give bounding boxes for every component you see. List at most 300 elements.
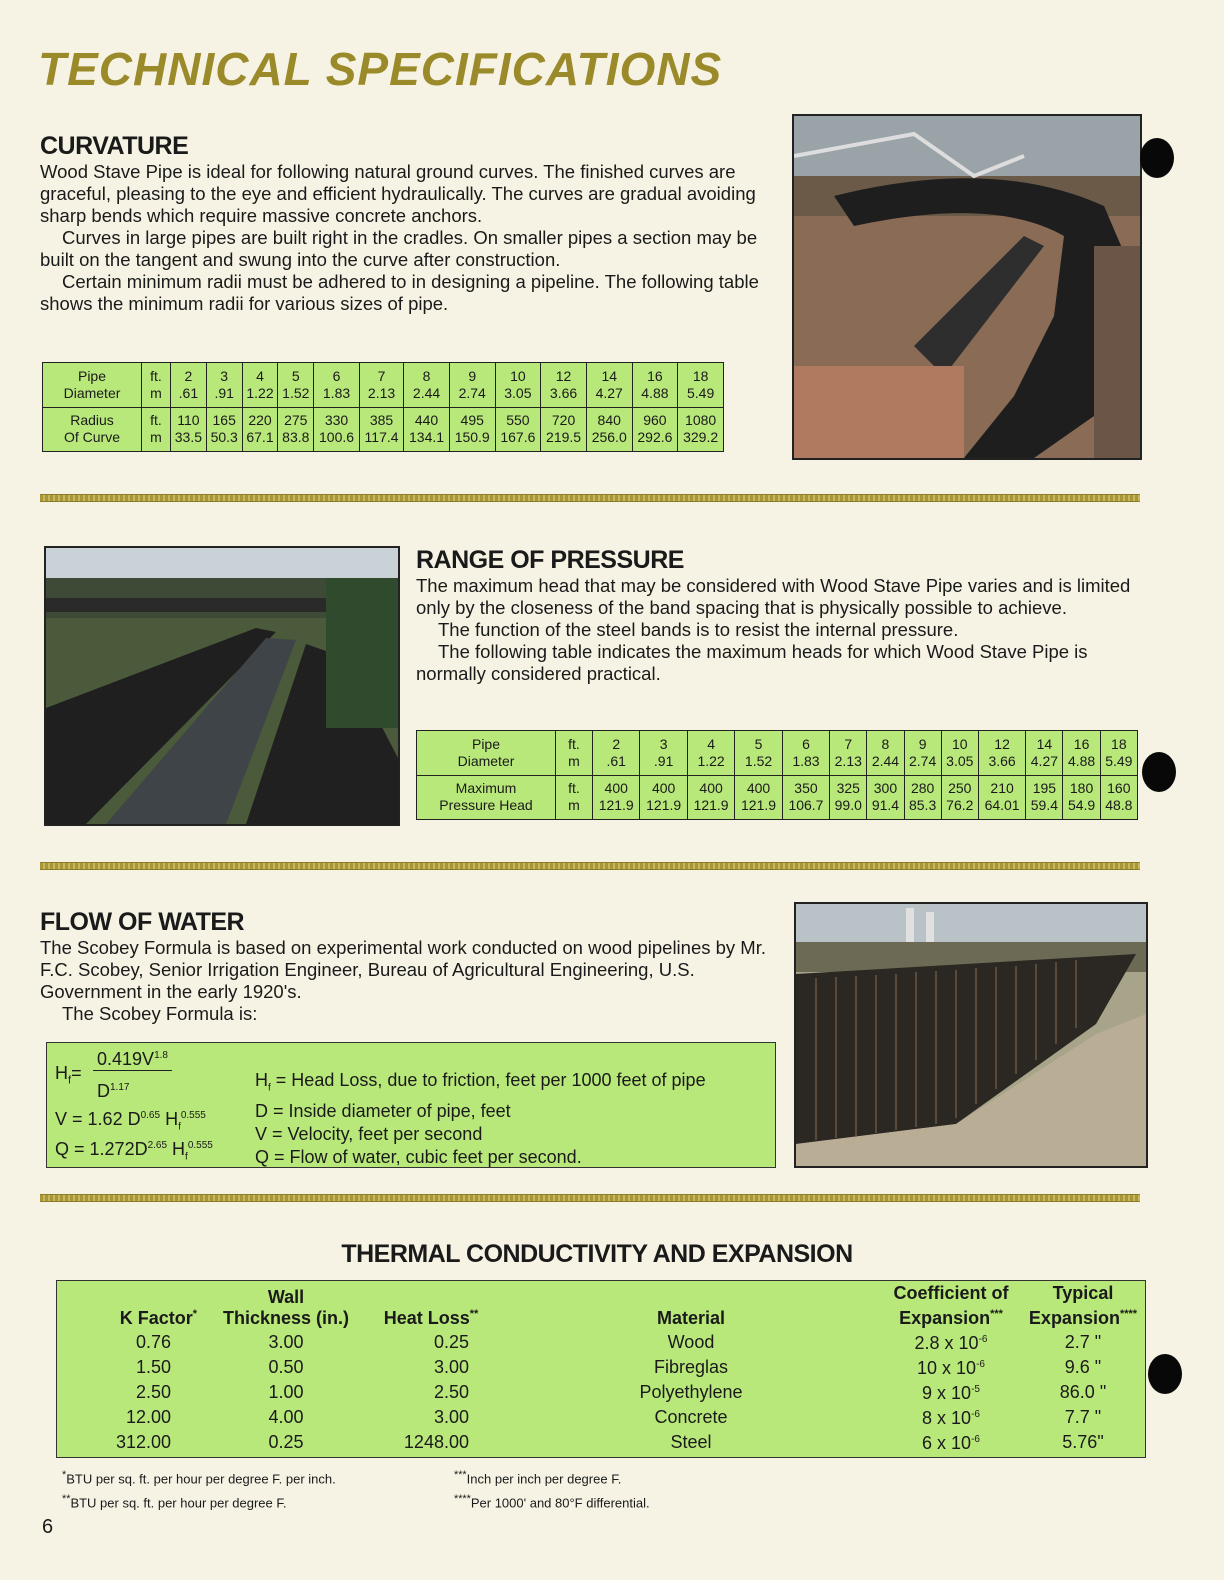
table-cell bbox=[678, 363, 724, 408]
legend-subscript: f bbox=[268, 1082, 271, 1094]
curvature-paragraph-2: Curves in large pipes are built right in the cradles. On smaller pipes a section may be built on the tangent and swung into the curve after construction. bbox=[40, 227, 758, 270]
value-m: 76.2 bbox=[946, 797, 974, 814]
value-m: 4.27 bbox=[595, 384, 623, 401]
value-m: 2.13 bbox=[834, 752, 862, 769]
cell-heat: 0.25 bbox=[433, 1331, 469, 1352]
pressure-heading: RANGE OF PRESSURE bbox=[416, 546, 684, 574]
thermal-row bbox=[57, 1429, 1145, 1454]
value-m: 4.27 bbox=[1030, 752, 1059, 769]
value-m: .61 bbox=[178, 384, 199, 401]
header-text: Expansion bbox=[899, 1308, 991, 1328]
value-ft: 165 bbox=[212, 412, 236, 429]
value-m: 33.5 bbox=[174, 429, 203, 446]
section-divider bbox=[40, 494, 1140, 502]
cell-coef bbox=[881, 1404, 1021, 1429]
value-m: 64.01 bbox=[984, 797, 1020, 814]
legend-text: = Inside diameter of pipe, feet bbox=[273, 1100, 511, 1121]
value-ft: 10 bbox=[952, 735, 968, 752]
flow-section bbox=[40, 908, 770, 1025]
header-text: Expansion bbox=[1028, 1308, 1120, 1328]
value-m: 5.49 bbox=[686, 384, 715, 401]
banded-pipe-photo bbox=[794, 902, 1148, 1168]
value-ft: 10 bbox=[510, 367, 526, 384]
unit-cell bbox=[142, 407, 171, 452]
table-cell bbox=[449, 363, 495, 408]
footnote bbox=[62, 1489, 336, 1513]
value-ft: 350 bbox=[794, 780, 818, 797]
value-ft: 7 bbox=[844, 735, 853, 752]
table-cell bbox=[735, 731, 782, 776]
table-cell bbox=[242, 363, 278, 408]
curved-pipeline-photo bbox=[792, 114, 1142, 460]
footnote-mark: * bbox=[62, 1469, 67, 1481]
value-ft: 4 bbox=[707, 735, 715, 752]
value-m: 4.88 bbox=[1067, 752, 1096, 769]
exponent: 0.555 bbox=[180, 1110, 206, 1121]
thermal-table bbox=[57, 1281, 1145, 1454]
pressure-paragraph-1: The maximum head that may be considered with Wood Stave Pipe varies and is limited only by the closeness of the band spacing that is physically possible to achieve. bbox=[416, 575, 1131, 618]
value-m: 121.9 bbox=[598, 797, 634, 814]
table-cell bbox=[904, 775, 941, 820]
q-coef: 1.272D bbox=[89, 1139, 148, 1159]
value-ft: 4 bbox=[256, 367, 264, 384]
header-text: Material bbox=[656, 1308, 726, 1328]
cell-coef bbox=[881, 1379, 1021, 1404]
table-cell bbox=[1063, 775, 1100, 820]
page-number: 6 bbox=[42, 1516, 54, 1538]
unit-cell bbox=[142, 363, 171, 408]
exponent: 0.65 bbox=[140, 1110, 161, 1121]
exponent: 0.555 bbox=[187, 1140, 213, 1151]
header-text: Heat Loss bbox=[383, 1308, 470, 1328]
cell-heat: 3.00 bbox=[433, 1356, 469, 1377]
label-line: Diameter bbox=[63, 384, 121, 401]
curvature-table bbox=[42, 362, 724, 452]
value-ft: 440 bbox=[414, 412, 439, 429]
pressure-section bbox=[416, 546, 1146, 685]
binder-hole bbox=[1148, 1354, 1182, 1394]
flow-heading: FLOW OF WATER bbox=[40, 908, 245, 936]
value-m: 48.8 bbox=[1105, 797, 1133, 814]
table-cell bbox=[1063, 731, 1100, 776]
curvature-radius-row bbox=[43, 407, 724, 452]
value-ft: 18 bbox=[1111, 735, 1127, 752]
value-m: 67.1 bbox=[246, 429, 274, 446]
value-ft: 9 bbox=[918, 735, 927, 752]
unit-m: m bbox=[150, 429, 162, 446]
legend-text: = Velocity, feet per second bbox=[272, 1123, 483, 1144]
footnote-mark: ** bbox=[469, 1308, 479, 1320]
value-ft: 400 bbox=[604, 780, 628, 797]
legend-item bbox=[255, 1100, 770, 1123]
header-heat-loss bbox=[361, 1281, 501, 1329]
footnote-mark: *** bbox=[990, 1308, 1003, 1320]
banded-pipe-image bbox=[796, 904, 1146, 1166]
value-m: 59.4 bbox=[1030, 797, 1059, 814]
value-ft: 300 bbox=[873, 780, 898, 797]
table-cell bbox=[242, 407, 278, 452]
value-ft: 5 bbox=[291, 367, 300, 384]
cell-coef bbox=[881, 1329, 1021, 1354]
table-cell bbox=[941, 775, 978, 820]
coef-exponent: -6 bbox=[971, 1409, 980, 1420]
formula-flow bbox=[55, 1139, 213, 1163]
formula-numerator bbox=[93, 1049, 172, 1071]
cell-typical: 86.0 " bbox=[1059, 1381, 1107, 1402]
denominator: D bbox=[97, 1081, 110, 1101]
cell-material: Concrete bbox=[654, 1406, 728, 1427]
header-k-factor bbox=[57, 1281, 211, 1329]
value-ft: 14 bbox=[601, 367, 618, 384]
cell-material: Steel bbox=[670, 1431, 712, 1452]
value-ft: 385 bbox=[369, 412, 394, 429]
coef-value: 6 x 10 bbox=[922, 1433, 972, 1453]
footnote-mark: **** bbox=[1119, 1308, 1138, 1320]
footnote bbox=[454, 1465, 650, 1489]
table-cell bbox=[1026, 775, 1063, 820]
value-m: 1.83 bbox=[792, 752, 820, 769]
legend-symbol: D bbox=[255, 1100, 268, 1121]
cell-heat: 2.50 bbox=[433, 1381, 469, 1402]
thermal-row bbox=[57, 1354, 1145, 1379]
cell-wall: 4.00 bbox=[268, 1406, 304, 1427]
cell-wall: 0.25 bbox=[268, 1431, 304, 1452]
table-cell bbox=[495, 407, 541, 452]
formula-hf-lhs bbox=[55, 1063, 82, 1087]
unit-ft: ft. bbox=[150, 412, 162, 429]
unit-m: m bbox=[568, 797, 580, 814]
header-text: Coefficient of bbox=[893, 1283, 1009, 1303]
legend-item bbox=[255, 1146, 770, 1169]
footnote-mark: ** bbox=[62, 1493, 71, 1506]
legend-symbol: H bbox=[255, 1070, 268, 1090]
table-cell bbox=[171, 363, 207, 408]
cell-typical: 2.7 " bbox=[1064, 1331, 1102, 1352]
label-line: Maximum bbox=[455, 780, 517, 797]
cell-coef bbox=[881, 1354, 1021, 1379]
unit-cell bbox=[556, 731, 593, 776]
value-ft: 330 bbox=[324, 412, 349, 429]
value-m: 3.05 bbox=[504, 384, 532, 401]
value-ft: 325 bbox=[836, 780, 860, 797]
value-ft: 2 bbox=[184, 367, 193, 384]
value-m: .91 bbox=[653, 752, 674, 769]
cell-wall: 0.50 bbox=[268, 1356, 304, 1377]
coef-exponent: -5 bbox=[971, 1384, 980, 1395]
v-coef: 1.62 D bbox=[87, 1109, 141, 1129]
legend-text: = Flow of water, cubic feet per second. bbox=[274, 1146, 582, 1167]
thermal-row bbox=[57, 1329, 1145, 1354]
table-cell bbox=[206, 407, 242, 452]
value-m: 1.52 bbox=[744, 752, 773, 769]
value-m: 256.0 bbox=[591, 429, 627, 446]
table-cell bbox=[1026, 731, 1063, 776]
pressure-head-label bbox=[417, 775, 556, 820]
table-cell bbox=[632, 407, 678, 452]
value-ft: 16 bbox=[1073, 735, 1090, 752]
footnotes-left bbox=[62, 1465, 336, 1514]
curvature-section bbox=[40, 132, 770, 315]
value-m: 2.74 bbox=[458, 384, 486, 401]
value-ft: 840 bbox=[597, 412, 621, 429]
value-ft: 160 bbox=[1107, 780, 1131, 797]
table-cell bbox=[687, 731, 734, 776]
cell-wall: 1.00 bbox=[268, 1381, 304, 1402]
header-material bbox=[501, 1281, 881, 1329]
coef-exponent: -6 bbox=[976, 1359, 985, 1370]
value-ft: 14 bbox=[1036, 735, 1053, 752]
numerator: 0.419V bbox=[97, 1049, 155, 1069]
value-m: 1.22 bbox=[697, 752, 725, 769]
value-m: 219.5 bbox=[546, 429, 582, 446]
value-ft: 960 bbox=[643, 412, 667, 429]
thermal-row bbox=[57, 1379, 1145, 1404]
value-m: 99.0 bbox=[834, 797, 862, 814]
cell-k: 0.76 bbox=[135, 1331, 171, 1352]
cell-material: Wood bbox=[667, 1331, 715, 1352]
coef-value: 8 x 10 bbox=[922, 1408, 972, 1428]
subscript: f bbox=[68, 1074, 72, 1087]
label-line: Of Curve bbox=[63, 429, 120, 446]
value-m: 121.9 bbox=[693, 797, 729, 814]
cell-heat: 3.00 bbox=[433, 1406, 469, 1427]
value-m: 3.66 bbox=[549, 384, 578, 401]
table-cell bbox=[640, 731, 687, 776]
value-ft: 495 bbox=[460, 412, 484, 429]
scobey-formula-box bbox=[46, 1042, 776, 1168]
value-m: 150.9 bbox=[454, 429, 490, 446]
cell-k: 312.00 bbox=[115, 1431, 171, 1452]
cell-typical: 7.7 " bbox=[1064, 1406, 1102, 1427]
value-m: 100.6 bbox=[319, 429, 355, 446]
table-cell bbox=[278, 363, 314, 408]
value-m: 292.6 bbox=[637, 429, 673, 446]
unit-cell bbox=[556, 775, 593, 820]
label-line: Pipe bbox=[471, 735, 501, 752]
value-m: 1.83 bbox=[322, 384, 351, 401]
value-ft: 8 bbox=[881, 735, 890, 752]
value-ft: 3 bbox=[220, 367, 229, 384]
legend-symbol: Q bbox=[255, 1146, 270, 1167]
value-ft: 220 bbox=[248, 412, 272, 429]
value-m: 167.6 bbox=[500, 429, 536, 446]
value-m: 121.9 bbox=[646, 797, 682, 814]
label-line: Pressure Head bbox=[439, 797, 533, 814]
cell-wall: 3.00 bbox=[268, 1331, 304, 1352]
value-ft: 6 bbox=[332, 367, 341, 384]
table-cell bbox=[171, 407, 207, 452]
value-m: .91 bbox=[214, 384, 234, 401]
header-text: Thickness (in.) bbox=[222, 1308, 350, 1328]
value-ft: 195 bbox=[1032, 780, 1057, 797]
cell-coef bbox=[881, 1429, 1021, 1454]
value-m: 83.8 bbox=[282, 429, 310, 446]
binder-hole bbox=[1142, 752, 1176, 792]
value-m: 2.44 bbox=[412, 384, 441, 401]
table-cell bbox=[206, 363, 242, 408]
value-ft: 12 bbox=[555, 367, 572, 384]
header-text: K Factor bbox=[119, 1308, 193, 1328]
table-cell bbox=[404, 363, 450, 408]
coef-exponent: -6 bbox=[971, 1434, 980, 1445]
value-ft: 400 bbox=[699, 780, 723, 797]
label-line: Diameter bbox=[457, 752, 515, 769]
footnote bbox=[62, 1465, 336, 1489]
exponent: 1.8 bbox=[154, 1050, 168, 1061]
subscript: f bbox=[178, 1121, 181, 1133]
footnotes-right bbox=[454, 1465, 650, 1514]
table-cell bbox=[586, 407, 632, 452]
pressure-pipeline-photo bbox=[44, 546, 400, 826]
table-cell bbox=[941, 731, 978, 776]
pressure-table bbox=[416, 730, 1138, 820]
pressure-diameter-row bbox=[417, 731, 1138, 776]
table-cell bbox=[830, 731, 867, 776]
table-cell bbox=[404, 407, 450, 452]
table-cell bbox=[593, 775, 640, 820]
value-ft: 720 bbox=[551, 412, 576, 429]
table-cell bbox=[314, 363, 360, 408]
footnote-text: Inch per inch per degree F. bbox=[466, 1471, 622, 1487]
curvature-diameter-row bbox=[43, 363, 724, 408]
v-h: H bbox=[160, 1109, 179, 1129]
unit-ft: ft. bbox=[150, 367, 162, 384]
legend-text: = Head Loss, due to friction, feet per 1000 feet of pipe bbox=[275, 1070, 706, 1090]
value-m: 1.52 bbox=[282, 384, 310, 401]
table-cell bbox=[867, 775, 904, 820]
table-cell bbox=[978, 775, 1025, 820]
thermal-heading: THERMAL CONDUCTIVITY AND EXPANSION bbox=[341, 1240, 853, 1268]
table-cell bbox=[830, 775, 867, 820]
table-cell bbox=[867, 731, 904, 776]
page-title: TECHNICAL SPECIFICATIONS bbox=[38, 43, 723, 95]
coef-value: 9 x 10 bbox=[922, 1383, 972, 1403]
value-ft: 400 bbox=[746, 780, 771, 797]
table-cell bbox=[541, 407, 587, 452]
header-coefficient bbox=[881, 1281, 1021, 1329]
binder-hole bbox=[1140, 138, 1174, 178]
cell-material: Fibreglas bbox=[653, 1356, 729, 1377]
value-m: 106.7 bbox=[788, 797, 824, 814]
value-m: 117.4 bbox=[364, 429, 399, 446]
symbol: H bbox=[55, 1063, 68, 1083]
header-wall-thickness bbox=[211, 1281, 361, 1329]
footnote-text: Per 1000' and 80°F differential. bbox=[470, 1495, 650, 1511]
thermal-header-row bbox=[57, 1281, 1145, 1329]
section-divider bbox=[40, 862, 1140, 870]
footnote-text: BTU per sq. ft. per hour per degree F. bbox=[70, 1495, 287, 1511]
value-m: 134.1 bbox=[409, 429, 445, 446]
legend-item bbox=[255, 1123, 770, 1146]
cell-k: 12.00 bbox=[125, 1406, 171, 1427]
footnote-mark: *** bbox=[454, 1469, 467, 1481]
value-m: 329.2 bbox=[683, 429, 719, 446]
value-ft: 9 bbox=[468, 367, 477, 384]
curvature-paragraph-3: Certain minimum radii must be adhered to in designing a pipeline. The following table shows the minimum radii for various sizes of pipe. bbox=[40, 271, 759, 314]
table-cell bbox=[449, 407, 495, 452]
value-m: 91.4 bbox=[871, 797, 900, 814]
label-line: Radius bbox=[70, 412, 114, 429]
value-m: 2.44 bbox=[871, 752, 900, 769]
footnote-mark: * bbox=[192, 1308, 197, 1320]
value-ft: 550 bbox=[506, 412, 530, 429]
value-ft: 210 bbox=[990, 780, 1014, 797]
value-m: 2.13 bbox=[367, 384, 396, 401]
table-cell bbox=[735, 775, 782, 820]
value-m: 50.3 bbox=[210, 429, 238, 446]
table-cell bbox=[782, 775, 829, 820]
thermal-row bbox=[57, 1404, 1145, 1429]
value-m: 121.9 bbox=[741, 797, 777, 814]
footnote bbox=[454, 1489, 650, 1513]
table-cell bbox=[359, 363, 403, 408]
cell-k: 2.50 bbox=[135, 1381, 171, 1402]
table-cell bbox=[632, 363, 678, 408]
table-cell bbox=[978, 731, 1025, 776]
table-cell bbox=[495, 363, 541, 408]
value-m: 54.9 bbox=[1067, 797, 1096, 814]
flow-paragraph-2: The Scobey Formula is: bbox=[62, 1003, 258, 1024]
unit-m: m bbox=[150, 384, 162, 401]
formula-legend bbox=[255, 1069, 770, 1169]
curvature-diameter-label bbox=[43, 363, 142, 408]
value-ft: 12 bbox=[994, 735, 1010, 752]
table-cell bbox=[687, 775, 734, 820]
value-ft: 6 bbox=[802, 735, 810, 752]
value-m: 3.05 bbox=[946, 752, 974, 769]
table-cell bbox=[1100, 731, 1137, 776]
table-cell bbox=[586, 363, 632, 408]
pressure-pipeline-image bbox=[46, 548, 398, 824]
value-ft: 280 bbox=[910, 780, 935, 797]
value-m: .61 bbox=[606, 752, 626, 769]
curvature-heading: CURVATURE bbox=[40, 132, 189, 160]
curvature-radius-label bbox=[43, 407, 142, 452]
table-cell bbox=[278, 407, 314, 452]
unit-ft: ft. bbox=[568, 780, 580, 797]
pressure-diameter-label bbox=[417, 731, 556, 776]
value-m: 85.3 bbox=[908, 797, 937, 814]
value-m: 5.49 bbox=[1105, 752, 1133, 769]
value-ft: 110 bbox=[177, 412, 200, 429]
coef-exponent: -6 bbox=[978, 1334, 988, 1345]
value-ft: 2 bbox=[612, 735, 621, 752]
table-cell bbox=[904, 731, 941, 776]
value-ft: 8 bbox=[422, 367, 431, 384]
value-ft: 275 bbox=[284, 412, 308, 429]
value-ft: 7 bbox=[377, 367, 386, 384]
table-cell bbox=[678, 407, 724, 452]
exponent: 2.65 bbox=[147, 1140, 168, 1151]
value-ft: 250 bbox=[948, 780, 972, 797]
coef-value: 2.8 x 10 bbox=[914, 1333, 979, 1353]
value-m: 3.66 bbox=[988, 752, 1016, 769]
unit-m: m bbox=[568, 752, 580, 769]
legend-symbol: V bbox=[255, 1123, 268, 1144]
value-ft: 1080 bbox=[685, 412, 717, 429]
value-m: 4.88 bbox=[641, 384, 669, 401]
section-divider bbox=[40, 1194, 1140, 1202]
subscript: f bbox=[185, 1151, 188, 1163]
footnote-text: BTU per sq. ft. per hour per degree F. per inch. bbox=[66, 1471, 336, 1487]
coef-value: 10 x 10 bbox=[917, 1358, 977, 1378]
value-ft: 180 bbox=[1069, 780, 1094, 797]
cell-heat: 1248.00 bbox=[403, 1431, 469, 1452]
table-cell bbox=[593, 731, 640, 776]
value-m: 2.74 bbox=[908, 752, 937, 769]
legend-item bbox=[255, 1069, 770, 1100]
pressure-head-row bbox=[417, 775, 1138, 820]
